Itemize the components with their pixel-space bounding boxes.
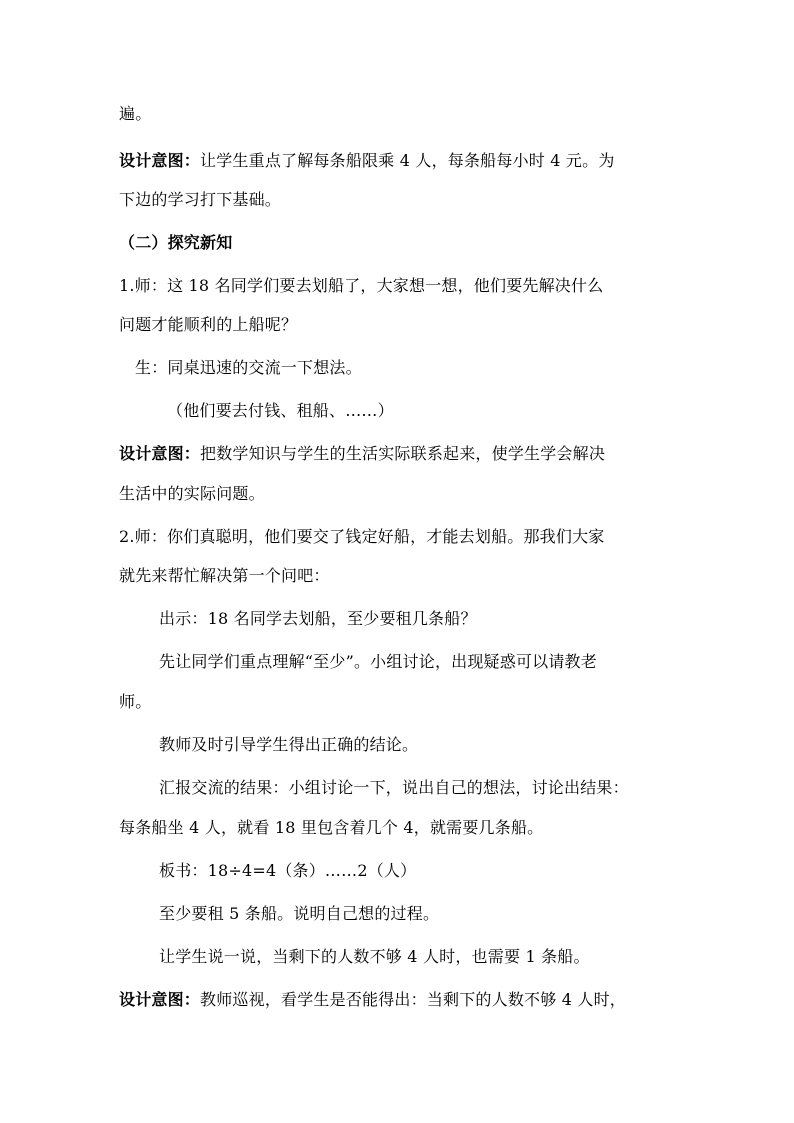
text-line [159, 609, 477, 629]
line-text: 生活中的实际问题。 [119, 484, 265, 503]
design-intent-line [119, 151, 615, 171]
design-intent-label: 设计意图： [119, 151, 201, 170]
text-line [119, 315, 297, 335]
text-line [119, 276, 603, 296]
section-heading-text: （二）探究新知 [119, 233, 233, 252]
section-heading [119, 233, 232, 253]
line-text: 板书：18÷4=4（条）……2（人） [159, 861, 417, 880]
line-text: 让学生重点了解每条船限乘 4 人，每条船每小时 4 元。为 [200, 151, 615, 170]
line-text: 汇报交流的结果：小组讨论一下，说出自己的想法，讨论出结果： [159, 778, 629, 797]
line-text: 生：同桌迅速的交流一下想法。 [135, 358, 362, 377]
design-intent-label: 设计意图： [119, 990, 201, 1009]
design-intent-label: 设计意图： [119, 444, 201, 463]
text-line [119, 566, 330, 586]
line-text: 就先来帮忙解决第一个问吧： [119, 566, 330, 585]
text-line [159, 947, 590, 967]
line-text: （他们要去付钱、租船、……） [167, 401, 394, 420]
line-text: 教师巡视，看学生是否能得出：当剩下的人数不够 4 人时， [200, 990, 626, 1009]
line-text: 出示：18 名同学去划船，至少要租几条船？ [159, 609, 477, 628]
text-line [119, 527, 604, 547]
line-text: 1.师：这 18 名同学们要去划船了，大家想一想，他们要先解决什么 [119, 276, 604, 295]
line-text: 下边的学习打下基础。 [119, 190, 282, 209]
board-writing-line [159, 861, 416, 881]
text-line [119, 692, 151, 712]
line-text: 让学生说一说，当剩下的人数不够 4 人时，也需要 1 条船。 [159, 947, 590, 966]
text-line [159, 735, 418, 755]
line-text: 师。 [119, 692, 152, 711]
line-text: 每条船坐 4 人，就看 18 里包含着几个 4，就需要几条船。 [119, 818, 544, 837]
text-line [167, 401, 394, 421]
text-line [119, 818, 543, 838]
line-text: 把数学知识与学生的生活实际联系起来，使学生学会解决 [200, 444, 606, 463]
text-line [159, 904, 439, 924]
line-text: 问题才能顺利的上船呢？ [119, 315, 298, 334]
line-text: 2.师：你们真聪明，他们要交了钱定好船，才能去划船。那我们大家 [119, 527, 605, 546]
text-line [119, 104, 151, 124]
text-line [159, 778, 629, 798]
text-line [135, 358, 362, 378]
design-intent-line [119, 444, 605, 464]
line-text: 至少要租 5 条船。说明自己想的过程。 [159, 904, 440, 923]
line-text: 教师及时引导学生得出正确的结论。 [159, 735, 419, 754]
line-text: 遍。 [119, 104, 152, 123]
line-text: 先让同学们重点理解“至少”。小组讨论，出现疑惑可以请教老 [159, 652, 597, 671]
text-line [119, 484, 265, 504]
text-line [159, 652, 597, 672]
text-line [119, 190, 281, 210]
design-intent-line [119, 990, 626, 1010]
